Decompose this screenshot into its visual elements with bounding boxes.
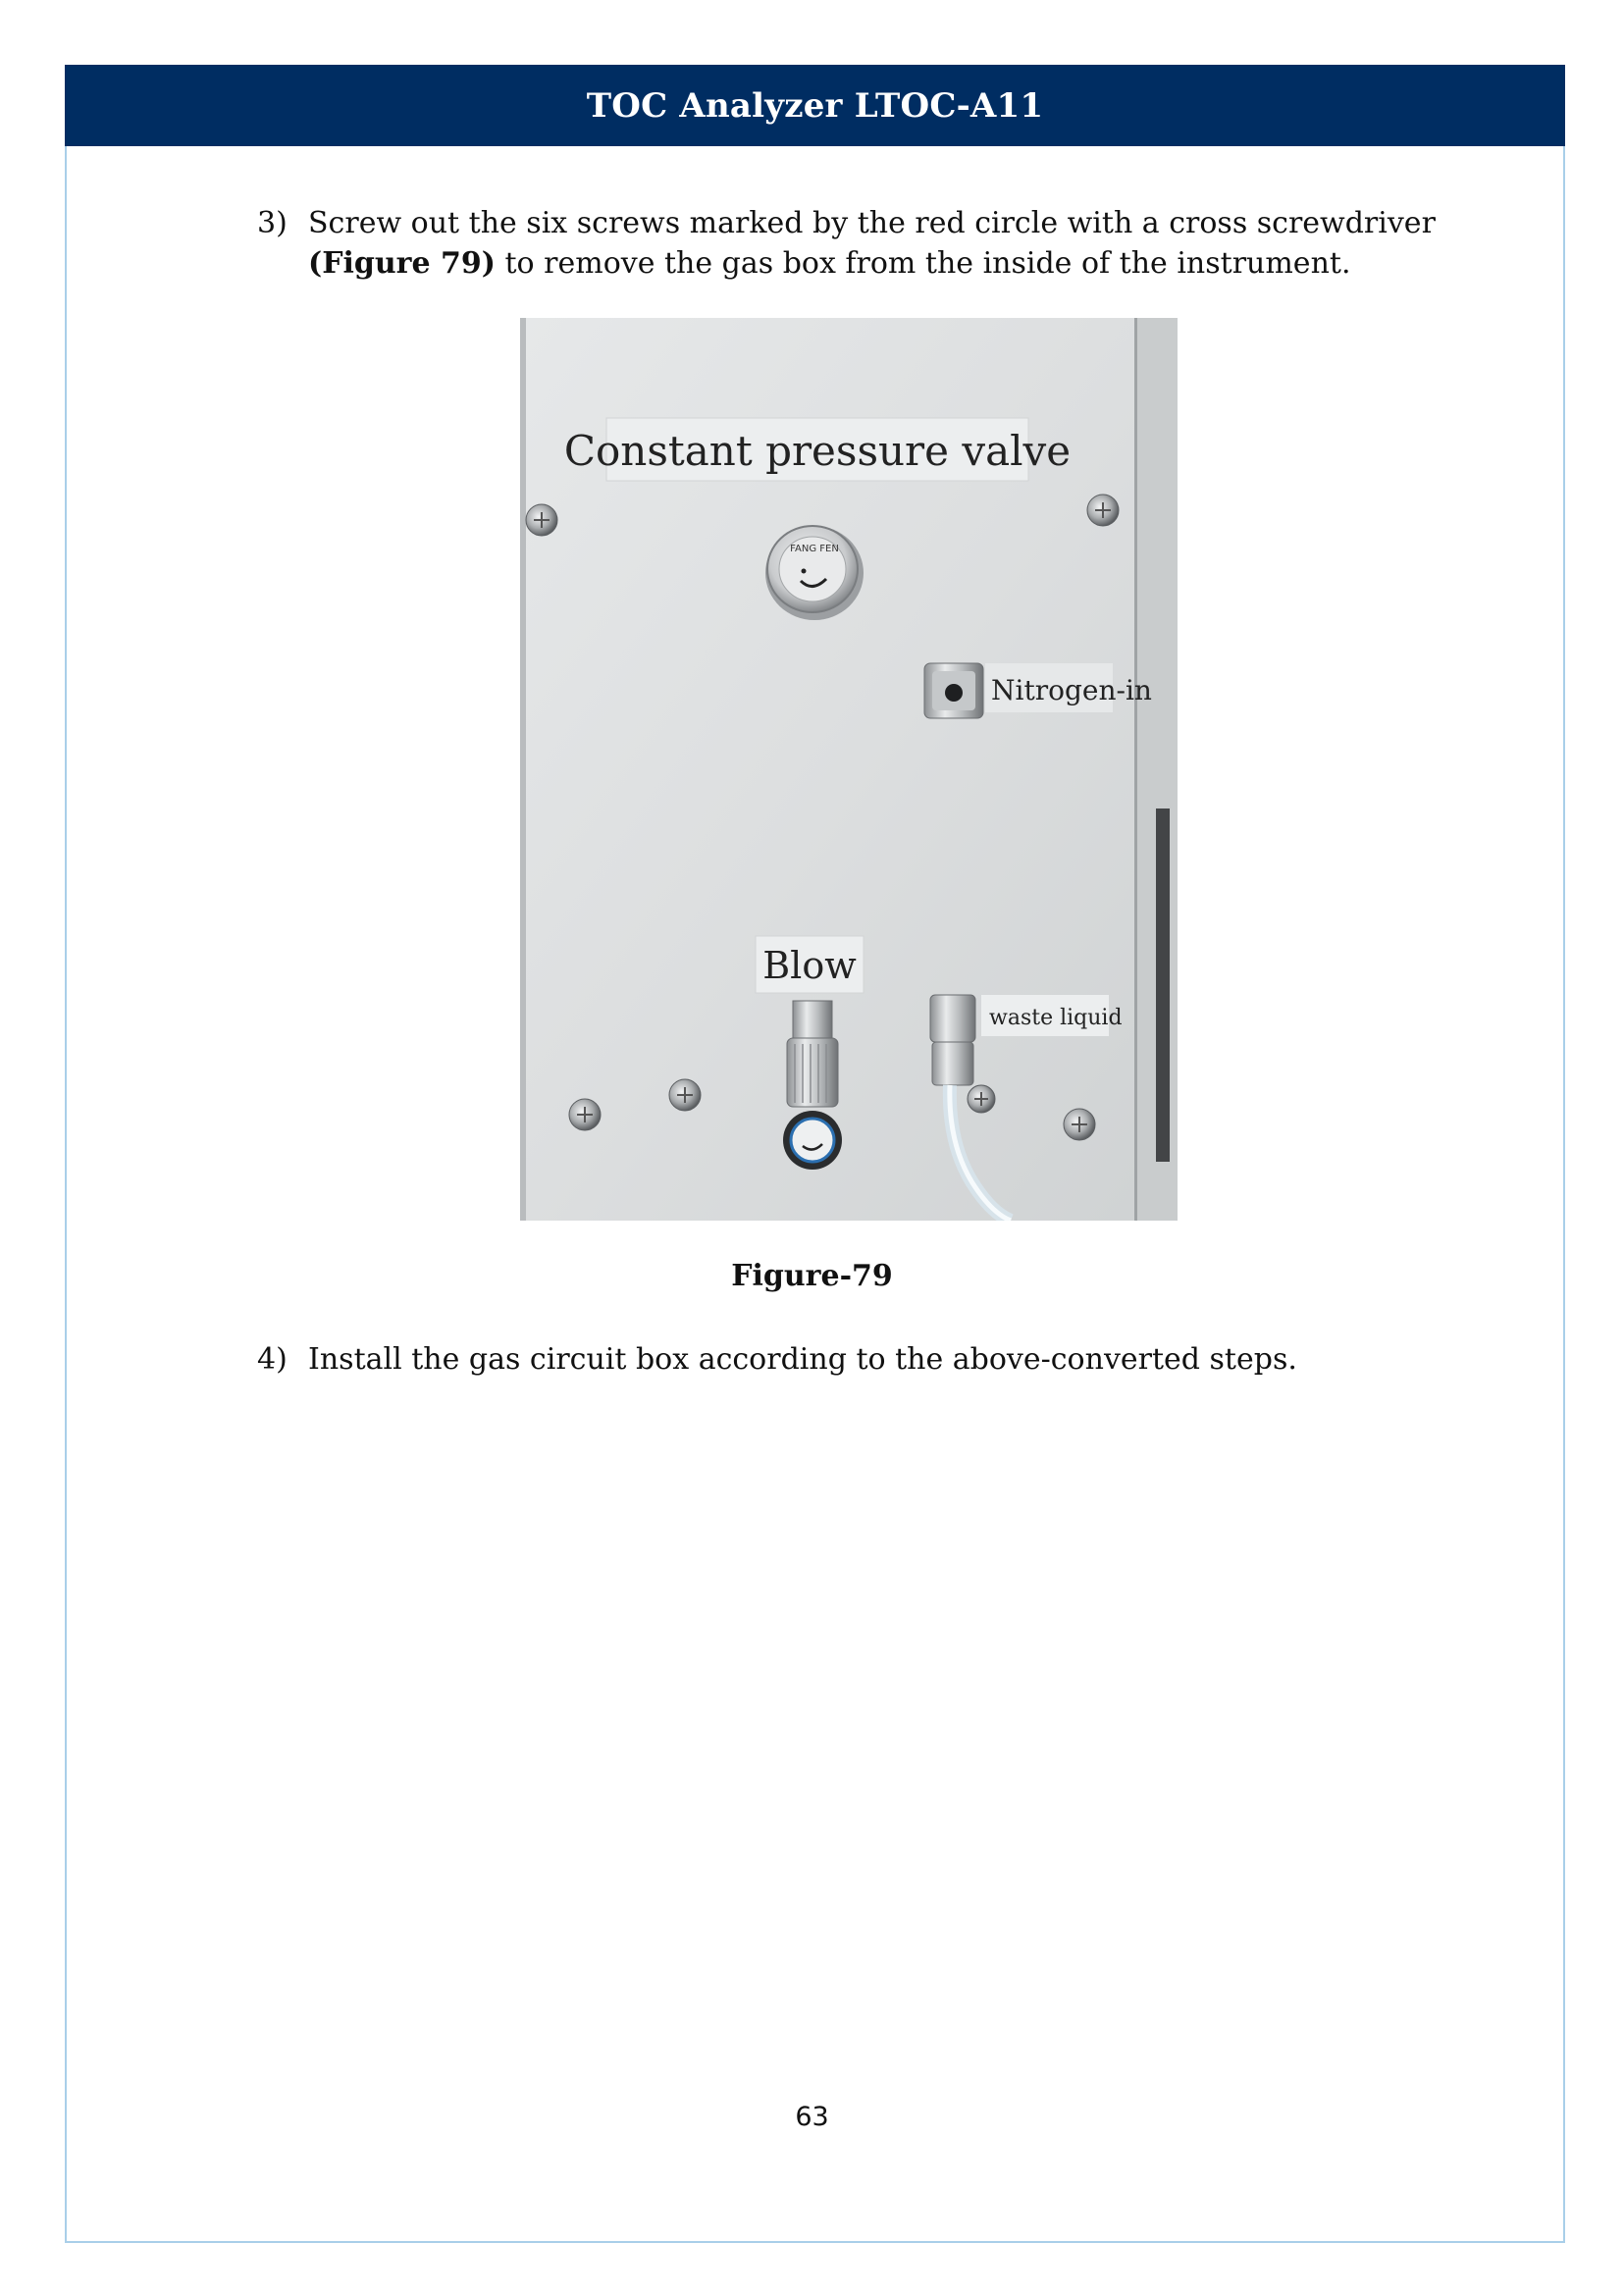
step-number: 4) xyxy=(257,1342,288,1377)
step-text: Install the gas circuit box according to the above-converted steps. xyxy=(308,1342,1297,1377)
figure-photo xyxy=(520,318,1178,1221)
screw-icon xyxy=(1064,1109,1095,1140)
page-number: 63 xyxy=(795,2102,829,2132)
step-4 xyxy=(257,1339,1499,1380)
step-text-part: Screw out the six screws marked by the red circle with a cross screwdriver xyxy=(308,206,1436,240)
screw-icon xyxy=(569,1099,601,1130)
step-number: 3) xyxy=(257,206,288,240)
screw-icon xyxy=(968,1085,995,1113)
step-3 xyxy=(257,203,1499,284)
header-bar xyxy=(65,65,1565,146)
knob-text: FANG FEN xyxy=(790,544,839,554)
screw-icon xyxy=(1087,495,1119,526)
figure-reference: (Figure 79) xyxy=(308,246,496,281)
figure-caption: Figure-79 xyxy=(731,1259,893,1293)
step-text-part: to remove the gas box from the inside of the instrument. xyxy=(495,246,1351,281)
screw-icon xyxy=(669,1079,701,1111)
step-text xyxy=(308,203,1499,284)
label-nitrogen-in: Nitrogen-in xyxy=(991,674,1152,706)
header-title: TOC Analyzer LTOC-A11 xyxy=(586,85,1044,126)
screw-icon xyxy=(526,504,557,536)
label-waste-liquid: waste liquid xyxy=(989,1006,1123,1030)
label-constant-pressure-valve: Constant pressure valve xyxy=(563,427,1072,475)
label-blow: Blow xyxy=(762,944,857,987)
